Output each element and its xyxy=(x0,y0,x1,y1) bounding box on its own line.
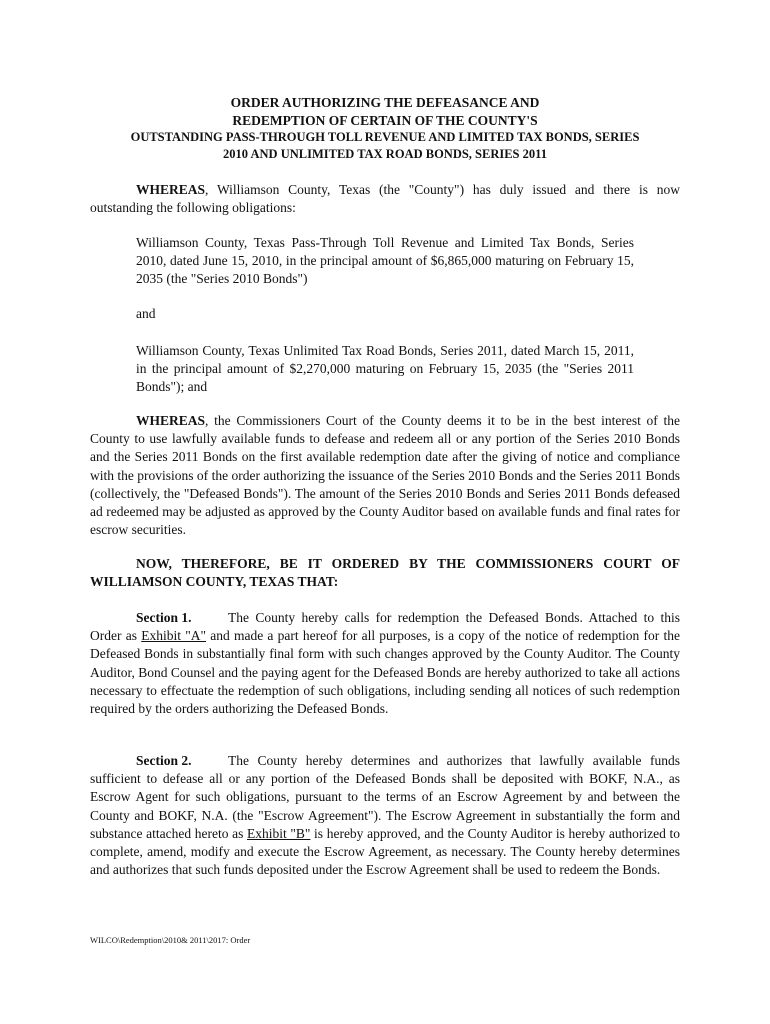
footer-file-path: WILCO\Redemption\2010& 2011\2017: Order xyxy=(90,935,251,945)
whereas-paragraph-1 xyxy=(90,181,680,217)
now-therefore-heading: NOW, THEREFORE, BE IT ORDERED BY THE COMMISSIONERS COURT OF WILLIAMSON COUNTY, TEXAS THAT: xyxy=(90,556,680,590)
and-text: and xyxy=(136,306,156,321)
title-line-1: ORDER AUTHORIZING THE DEFEASANCE AND xyxy=(230,95,540,110)
section-1-paragraph xyxy=(90,609,680,718)
section-2-label: Section 2. xyxy=(136,753,192,768)
whereas-text: , Williamson County, Texas (the "County") has duly issued and there is now outstanding the following obligations: xyxy=(90,182,680,216)
title-line-3: OUTSTANDING PASS-THROUGH TOLL REVENUE AND LIMITED TAX BONDS, SERIES xyxy=(130,130,640,144)
whereas-text: , the Commissioners Court of the County deems it to be in the best interest of the County to use lawfully available funds to defease and redeem all or any portion of the Series 2010 Bonds and the Series 2011 Bonds on the first available redemption date after the giving of notice and compliance with the provisions of the order authorizing the issuance of the Series 2010 Bonds and the Series 2011 Bonds (collectively, the "Defeased Bonds"). The amount of the Series 2010 Bonds and Series 2011 Bonds defeased ad redeemed may be adjusted as approved by the County Auditor based on available funds and final rates for escrow securities. xyxy=(90,413,680,538)
title-line-4: 2010 AND UNLIMITED TAX ROAD BONDS, SERIES 2011 xyxy=(223,147,547,161)
whereas-lead: WHEREAS xyxy=(136,182,206,197)
whereas-lead: WHEREAS xyxy=(136,413,206,428)
section-2-paragraph xyxy=(90,752,680,879)
section-1-label: Section 1. xyxy=(136,610,192,625)
section-1-text-b: and made a part hereof for all purposes, is a copy of the notice of redemption for the Defeased Bonds in substantially final form with such changes approved by the County Auditor. The County Auditor, Bond Counsel and the paying agent for the Defeased Bonds are hereby authorized to take all actions necessary to effectuate the redemption of such obligations, including sending all notices of such redemption required by the orders authorizing the Defeased Bonds. xyxy=(90,628,680,717)
title-line-2: REDEMPTION OF CERTAIN OF THE COUNTY'S xyxy=(232,113,538,128)
exhibit-b-reference: Exhibit "B" xyxy=(247,825,311,841)
section-1-text-a: The County hereby calls for redemption the Defeased Bonds. Attached to this Order as xyxy=(90,610,680,644)
bond-series-2011: Williamson County, Texas Unlimited Tax Road Bonds, Series 2011, dated March 15, 2011, in the principal amount of $2,270,000 maturing on February 15, 2035 (the "Series 2011 Bonds"); and xyxy=(136,343,634,395)
bond-series-2010: Williamson County, Texas Pass-Through Toll Revenue and Limited Tax Bonds, Series 2010, dated June 15, 2010, in the principal amount of $6,865,000 maturing on February 15, 2035 (the "Series 2010 Bonds") xyxy=(136,235,634,287)
section-2-text-b: is hereby approved, and the County Auditor is hereby authorized to complete, amend, modify and execute the Escrow Agreement, as necessary. The County hereby determines and authorizes that such funds deposited under the Escrow Agreement shall be used to redeem the Bonds. xyxy=(90,825,680,878)
whereas-paragraph-2 xyxy=(90,412,680,539)
exhibit-a-reference: Exhibit "A" xyxy=(141,628,206,644)
section-2-text-a: The County hereby determines and authorizes that lawfully available funds sufficient to defease all or any portion of the Defeased Bonds shall be deposited with BOKF, N.A., as Escrow Agent for such obligations, pursuant to the terms of an Escrow Agreement by and between the County and BOKF, N.A. (the "Escrow Agreement"). The Escrow Agreement in substantially the form and substance attached hereto as xyxy=(90,753,680,841)
